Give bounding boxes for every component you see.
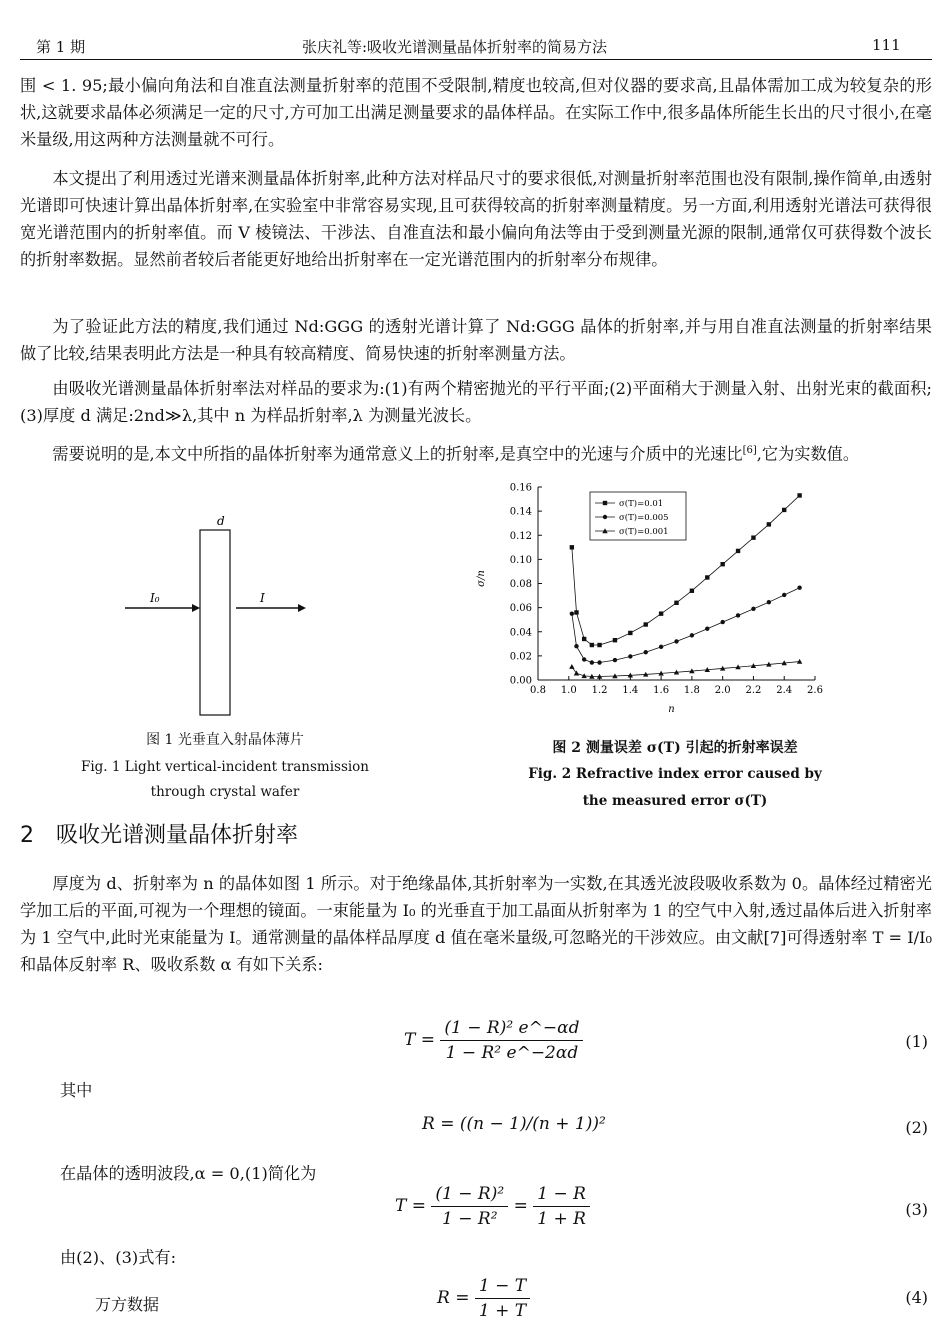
fig1-label-I: I bbox=[260, 591, 265, 605]
paragraph-5-c: ,它为实数值。 bbox=[756, 444, 860, 464]
eq4-numerator: 1 − T bbox=[475, 1276, 530, 1299]
fig1-label-d: d bbox=[217, 514, 225, 528]
paragraph-2: 本文提出了利用透过光谱来测量晶体折射率,此种方法对样品尺寸的要求很低,对测量折射率范围也没有限制,操作简单,由透射光谱即可快速计算出晶体折射率,在实验室中非常容易实现,且可获得较高的折射率测量精度。另一方面,利用透射光谱法可获得很宽光谱范围内的折射率值。而 V 棱镜法、干涉法、自准直法和最小偏向角法等由于受到测量光源的限制,通常仅可获得数个波长的折射率数据。显然前者较后者能更好地给出折射率在一定光谱范围内的折射率分布规律。 bbox=[20, 169, 932, 269]
series-2-point bbox=[797, 659, 802, 664]
series-1-point bbox=[736, 613, 740, 617]
equation-4-number: (4) bbox=[905, 1288, 928, 1307]
x-tick-label: 2.6 bbox=[807, 685, 823, 696]
crystal-wafer bbox=[200, 530, 230, 715]
equation-3 bbox=[395, 1184, 590, 1229]
paragraph-6: 厚度为 d、折射率为 n 的晶体如图 1 所示。对于绝缘晶体,其折射率为一实数,在其透光波段吸收系数为 0。晶体经过精密光学加工后的平面,可视为一个理想的镜面。一束能量为 I₀ 的光垂直于加工晶面从折射率为 1 的空气中入射,透过晶体后进入折射率为 1 空气中,此时光束能量为 I。通常测量的晶体样品厚度 d 值在毫米量级,可忽略光的干涉效应。由文献[7]可得透射率 T = I/I₀ 和晶体反射率 R、吸收系数 α 有如下关系: bbox=[20, 874, 932, 974]
fig1-label-I0: I₀ bbox=[150, 591, 160, 605]
eq2-body: ((n − 1)/(n + 1))² bbox=[459, 1114, 606, 1134]
header-page-number: 111 bbox=[872, 36, 901, 54]
y-tick-label: 0.08 bbox=[509, 579, 532, 590]
series-1-point bbox=[797, 586, 801, 590]
legend-label-0: σ(T)=0.01 bbox=[619, 499, 664, 509]
eq1-fraction bbox=[440, 1018, 583, 1063]
equation-1-number: (1) bbox=[905, 1032, 928, 1051]
header-title: 张庆礼等:吸收光谱测量晶体折射率的简易方法 bbox=[302, 38, 608, 56]
eq3-numerator-2: 1 − R bbox=[533, 1184, 590, 1207]
legend-label-1: σ(T)=0.005 bbox=[619, 513, 669, 523]
paragraph-3: 为了验证此方法的精度,我们通过 Nd:GGG 的透射光谱计算了 Nd:GGG 晶体的折射率,并与用自准直法测量的折射率结果做了比较,结果表明此方法是一种具有较高精度、简易快速的折射率测量方法。 bbox=[20, 317, 932, 363]
equation-1 bbox=[404, 1018, 583, 1063]
y-tick-label: 0.02 bbox=[509, 651, 532, 663]
eq1-denominator: 1 − R² e^−2αd bbox=[445, 1043, 579, 1063]
wanfang-data-mark: 万方数据 bbox=[95, 1295, 160, 1314]
series-2-point bbox=[569, 664, 574, 669]
text-qizhong: 其中 bbox=[60, 1081, 93, 1100]
x-tick-label: 1.2 bbox=[591, 685, 608, 696]
eq4-fraction bbox=[475, 1276, 530, 1321]
series-2-line bbox=[572, 662, 800, 677]
series-0-point bbox=[613, 638, 617, 642]
y-tick-label: 0.06 bbox=[509, 603, 532, 615]
paragraph-5-b: 比 bbox=[726, 444, 743, 464]
paragraph-5 bbox=[20, 437, 932, 467]
y-tick-label: 0.00 bbox=[509, 675, 532, 687]
eq2-lhs: R = bbox=[422, 1114, 455, 1134]
y-tick-label: 0.12 bbox=[509, 530, 532, 542]
eq3-denominator-1: 1 − R² bbox=[442, 1209, 498, 1229]
y-tick-label: 0.04 bbox=[509, 627, 532, 639]
eq1-lhs: T = bbox=[404, 1030, 435, 1050]
x-axis-label: n bbox=[668, 704, 675, 715]
section-heading bbox=[20, 818, 320, 849]
x-tick-label: 1.6 bbox=[653, 685, 670, 696]
series-0-point bbox=[751, 535, 755, 539]
equation-2 bbox=[422, 1114, 606, 1134]
x-tick-label: 2.4 bbox=[776, 685, 793, 696]
figure-1-caption-zh: 图 1 光垂直入射晶体薄片 bbox=[146, 732, 304, 748]
series-1-point bbox=[597, 660, 601, 664]
series-1-point bbox=[570, 611, 574, 615]
series-0-point bbox=[782, 508, 786, 512]
y-tick-label: 0.14 bbox=[509, 506, 532, 518]
figure-2-caption-en-2: the measured error σ(T) bbox=[582, 793, 768, 809]
eq3-denominator-2: 1 + R bbox=[537, 1209, 586, 1229]
series-1-point bbox=[644, 650, 648, 654]
series-1-point bbox=[767, 600, 771, 604]
series-0-point bbox=[570, 545, 574, 549]
equation-3-number: (3) bbox=[905, 1200, 928, 1219]
paragraph-1: 围 < 1. 95;最小偏向角法和自准直法测量折射率的范围不受限制,精度也较高,但对仪器的要求高,且晶体需加工成为较复杂的形状,这就要求晶体必须满足一定的尺寸,方可加工出满足测量要求的晶体样品。在实际工作中,很多晶体所能生长出的尺寸很小,在毫米量级,用这两种方法测量就不可行。 bbox=[20, 76, 932, 149]
series-0-point bbox=[590, 643, 594, 647]
paragraph-5-a: 需要说明的是,本文中所指的晶体折射率为通常意义上的折射率,是真空中的光速与介质中的光速 bbox=[52, 444, 727, 464]
legend-marker-0 bbox=[603, 501, 607, 505]
series-1-point bbox=[613, 658, 617, 662]
series-1-point bbox=[659, 645, 663, 649]
text-simplify: 在晶体的透明波段,α = 0,(1)简化为 bbox=[60, 1164, 317, 1183]
header-rule bbox=[20, 59, 932, 60]
series-0-point bbox=[767, 522, 771, 526]
equation-2-number: (2) bbox=[905, 1118, 928, 1137]
series-1-point bbox=[574, 644, 578, 648]
series-2-point bbox=[574, 671, 579, 676]
y-tick-label: 0.10 bbox=[509, 554, 532, 566]
y-axis-label: σ/n bbox=[476, 570, 487, 587]
eq3-fraction-1 bbox=[431, 1184, 508, 1229]
figure-1-caption-en-1: Fig. 1 Light vertical-incident transmission bbox=[80, 759, 370, 775]
figure-2-chart bbox=[470, 475, 830, 715]
eq3-numerator-1: (1 − R)² bbox=[431, 1184, 508, 1207]
x-tick-label: 1.4 bbox=[622, 685, 639, 696]
series-0-point bbox=[705, 575, 709, 579]
series-0-point bbox=[644, 622, 648, 626]
series-0-point bbox=[690, 589, 694, 593]
series-1-line bbox=[572, 588, 800, 663]
eq3-fraction-2 bbox=[533, 1184, 590, 1229]
header-issue: 第 1 期 bbox=[36, 38, 86, 56]
series-0-point bbox=[736, 549, 740, 553]
eq4-lhs: R = bbox=[437, 1288, 470, 1308]
series-0-point bbox=[582, 637, 586, 641]
series-0-point bbox=[597, 643, 601, 647]
x-tick-label: 2.2 bbox=[745, 685, 762, 696]
series-1-point bbox=[751, 607, 755, 611]
equation-4 bbox=[437, 1276, 530, 1321]
x-tick-label: 0.8 bbox=[530, 685, 546, 696]
incident-arrowhead bbox=[192, 604, 200, 612]
series-1-point bbox=[674, 639, 678, 643]
x-tick-label: 1.0 bbox=[560, 685, 577, 696]
text-from-eq: 由(2)、(3)式有: bbox=[60, 1248, 177, 1267]
series-1-point bbox=[628, 654, 632, 658]
x-tick-label: 1.8 bbox=[683, 685, 700, 696]
eq1-numerator: (1 − R)² e^−αd bbox=[440, 1018, 583, 1041]
citation-6: [6] bbox=[742, 445, 757, 456]
series-1-point bbox=[705, 627, 709, 631]
x-tick-label: 2.0 bbox=[714, 685, 731, 696]
series-0-point bbox=[574, 610, 578, 614]
figure-2-caption-en-1: Fig. 2 Refractive index error caused by bbox=[528, 766, 822, 782]
eq4-denominator: 1 + T bbox=[478, 1301, 527, 1321]
legend-marker-1 bbox=[603, 515, 607, 519]
series-0-point bbox=[797, 493, 801, 497]
series-1-point bbox=[590, 660, 594, 664]
series-0-point bbox=[674, 601, 678, 605]
series-0-point bbox=[720, 562, 724, 566]
series-1-point bbox=[690, 633, 694, 637]
legend-label-2: σ(T)=0.001 bbox=[619, 527, 669, 537]
series-1-point bbox=[582, 657, 586, 661]
figure-2-caption-zh: 图 2 测量误差 σ(T) 引起的折射率误差 bbox=[552, 740, 798, 756]
series-0-point bbox=[659, 611, 663, 615]
section-number: 2 bbox=[20, 823, 34, 848]
eq3-equals: = bbox=[513, 1196, 528, 1216]
eq3-lhs: T = bbox=[395, 1196, 426, 1216]
series-1-point bbox=[720, 620, 724, 624]
paragraph-4: 由吸收光谱测量晶体折射率法对样品的要求为:(1)有两个精密抛光的平行平面;(2)平面稍大于测量入射、出射光束的截面积;(3)厚度 d 满足:2nd≫λ,其中 n 为样品折射率,λ 为测量光波长。 bbox=[20, 379, 932, 425]
y-tick-label: 0.16 bbox=[509, 482, 532, 494]
transmitted-arrowhead bbox=[298, 604, 306, 612]
series-1-point bbox=[782, 593, 786, 597]
figure-1-caption-en-2: through crystal wafer bbox=[150, 784, 300, 800]
section-title: 吸收光谱测量晶体折射率 bbox=[56, 823, 299, 848]
figure-1-diagram bbox=[110, 505, 330, 720]
series-0-point bbox=[628, 631, 632, 635]
